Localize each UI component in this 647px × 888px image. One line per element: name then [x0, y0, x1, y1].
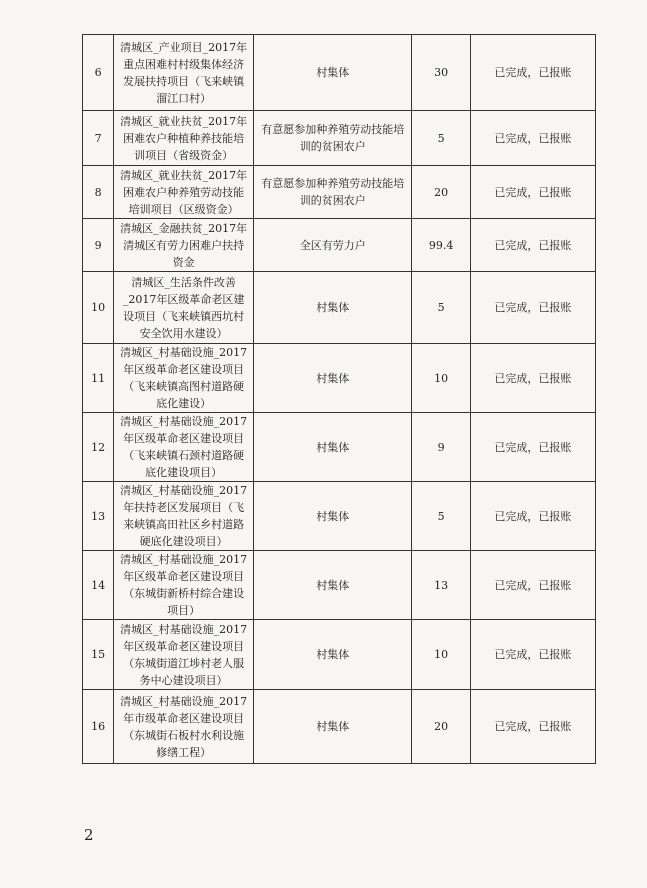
- row-number: 7: [83, 111, 114, 166]
- table-row: [83, 35, 596, 111]
- project-name: 清城区_村基础设施_2017年区级革命老区建设项目（东城街新桥村综合建设项目）: [114, 551, 254, 620]
- table-row: [83, 690, 596, 764]
- beneficiary: 村集体: [253, 620, 411, 690]
- row-number: 6: [83, 35, 114, 111]
- amount: 5: [412, 111, 470, 166]
- project-name: 清城区_产业项目_2017年重点困难村村级集体经济发展扶持项目（飞来峡镇溜江口村）: [114, 35, 254, 111]
- status: 已完成，已报账: [470, 551, 595, 620]
- row-number: 12: [83, 413, 114, 482]
- beneficiary: 村集体: [253, 690, 411, 764]
- amount: 13: [412, 551, 470, 620]
- row-number: 9: [83, 219, 114, 272]
- table-row: [83, 413, 596, 482]
- beneficiary: 有意愿参加种养殖劳动技能培训的贫困农户: [253, 166, 411, 219]
- amount: 5: [412, 272, 470, 344]
- row-number: 10: [83, 272, 114, 344]
- beneficiary: 村集体: [253, 344, 411, 413]
- project-name: 清城区_村基础设施_2017年市级革命老区建设项目（东城街石板村水利设施修缮工程）: [114, 690, 254, 764]
- amount: 20: [412, 166, 470, 219]
- amount: 99.4: [412, 219, 470, 272]
- table-row: [83, 344, 596, 413]
- project-name: 清城区_就业扶贫_2017年困难农户种植种养技能培训项目（省级资金）: [114, 111, 254, 166]
- beneficiary: 村集体: [253, 35, 411, 111]
- project-table: [82, 34, 596, 764]
- status: 已完成，已报账: [470, 35, 595, 111]
- beneficiary: 村集体: [253, 551, 411, 620]
- project-name: 清城区_生活条件改善_2017年区级革命老区建设项目（飞来峡镇西坑村安全饮用水建设）: [114, 272, 254, 344]
- table-row: [83, 111, 596, 166]
- amount: 5: [412, 482, 470, 551]
- status: 已完成，已报账: [470, 413, 595, 482]
- project-name: 清城区_村基础设施_2017年区级革命老区建设项目（飞来峡镇石颈村道路硬底化建设项目）: [114, 413, 254, 482]
- table-row: [83, 219, 596, 272]
- amount: 30: [412, 35, 470, 111]
- row-number: 13: [83, 482, 114, 551]
- project-name: 清城区_村基础设施_2017年区级革命老区建设项目（飞来峡镇高图村道路硬底化建设）: [114, 344, 254, 413]
- amount: 9: [412, 413, 470, 482]
- row-number: 16: [83, 690, 114, 764]
- project-name: 清城区_村基础设施_2017年扶持老区发展项目（飞来峡镇高田社区乡村道路硬底化建设项目）: [114, 482, 254, 551]
- status: 已完成，已报账: [470, 690, 595, 764]
- beneficiary: 村集体: [253, 413, 411, 482]
- amount: 10: [412, 344, 470, 413]
- status: 已完成，已报账: [470, 219, 595, 272]
- page-number: 2: [84, 826, 94, 844]
- status: 已完成，已报账: [470, 166, 595, 219]
- project-name: 清城区_就业扶贫_2017年困难农户种养殖劳动技能培训项目（区级资金）: [114, 166, 254, 219]
- status: 已完成，已报账: [470, 344, 595, 413]
- amount: 10: [412, 620, 470, 690]
- row-number: 14: [83, 551, 114, 620]
- table-row: [83, 551, 596, 620]
- table-row: [83, 166, 596, 219]
- table-row: [83, 620, 596, 690]
- status: 已完成，已报账: [470, 620, 595, 690]
- amount: 20: [412, 690, 470, 764]
- project-name: 清城区_金融扶贫_2017年清城区有劳力困难户扶持资金: [114, 219, 254, 272]
- status: 已完成，已报账: [470, 482, 595, 551]
- beneficiary: 有意愿参加种养殖劳动技能培训的贫困农户: [253, 111, 411, 166]
- beneficiary: 村集体: [253, 272, 411, 344]
- table-row: [83, 272, 596, 344]
- beneficiary: 村集体: [253, 482, 411, 551]
- row-number: 15: [83, 620, 114, 690]
- row-number: 8: [83, 166, 114, 219]
- table-row: [83, 482, 596, 551]
- row-number: 11: [83, 344, 114, 413]
- project-name: 清城区_村基础设施_2017年区级革命老区建设项目（东城街道江埗村老人服务中心建设项目）: [114, 620, 254, 690]
- status: 已完成，已报账: [470, 272, 595, 344]
- status: 已完成，已报账: [470, 111, 595, 166]
- beneficiary: 全区有劳力户: [253, 219, 411, 272]
